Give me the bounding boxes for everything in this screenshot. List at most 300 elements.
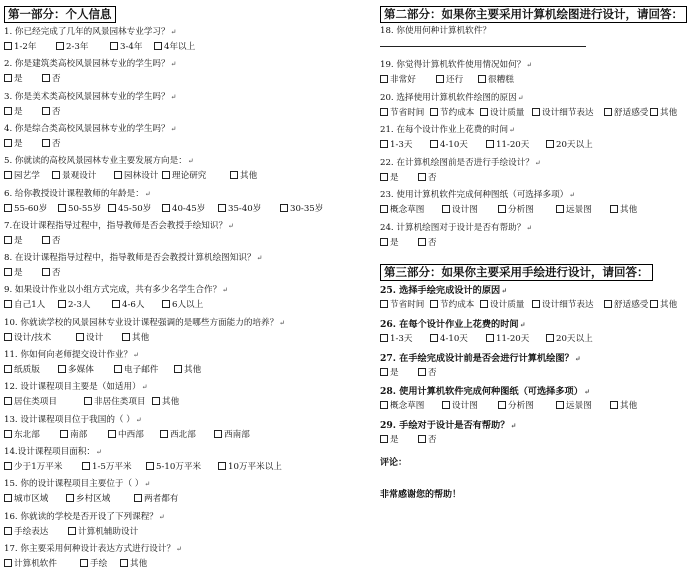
question-text: 13. 设计课程项目位于我国的（ ）↵ <box>4 414 142 425</box>
checkbox-icon[interactable] <box>380 238 388 246</box>
option-checkbox[interactable] <box>418 368 437 379</box>
option-checkbox[interactable] <box>42 236 61 247</box>
return-mark-icon: ↵ <box>133 351 139 359</box>
question-text: 19. 你觉得计算机软件使用情况如何？↵ <box>380 60 533 70</box>
option-checkbox[interactable] <box>380 368 399 379</box>
option-checkbox[interactable] <box>430 108 474 119</box>
return-mark-icon: ↵ <box>519 319 526 329</box>
return-mark-icon: ↵ <box>509 126 515 135</box>
checkbox-icon[interactable] <box>154 42 162 50</box>
checkbox-icon[interactable] <box>556 205 564 213</box>
checkbox-icon[interactable] <box>108 430 116 438</box>
option-checkbox[interactable] <box>650 300 677 311</box>
checkbox-icon[interactable] <box>418 238 426 246</box>
option-label: 50-55岁 <box>68 203 102 214</box>
return-mark-icon: ↵ <box>170 124 177 133</box>
checkbox-icon[interactable] <box>76 333 84 341</box>
option-checkbox[interactable] <box>4 74 23 85</box>
checkbox-icon[interactable] <box>4 74 12 82</box>
option-checkbox[interactable] <box>42 74 61 85</box>
option-checkbox[interactable] <box>114 365 158 376</box>
option-label: 自己1人 <box>14 300 46 311</box>
option-checkbox[interactable] <box>486 140 529 151</box>
checkbox-icon[interactable] <box>532 300 540 308</box>
option-checkbox[interactable] <box>442 205 478 216</box>
option-label: 1-5万平米 <box>92 461 132 472</box>
option-label: 设计图 <box>452 401 478 412</box>
checkbox-icon[interactable] <box>442 401 450 409</box>
option-label: 城市区域 <box>14 494 49 505</box>
option-checkbox[interactable] <box>56 42 88 53</box>
question-text: 16. 你就读的学校是否开设了下列课程？↵ <box>4 511 165 522</box>
option-checkbox[interactable] <box>546 140 593 151</box>
option-checkbox[interactable] <box>214 430 250 441</box>
question-text: 5. 你就读的高校风景园林专业主要发展方向是：↵ <box>4 156 194 167</box>
return-mark-icon: ↵ <box>510 421 517 431</box>
option-checkbox[interactable] <box>174 365 201 376</box>
option-label: 是 <box>390 238 399 248</box>
option-checkbox[interactable] <box>58 365 94 376</box>
option-checkbox[interactable] <box>418 173 437 184</box>
option-checkbox[interactable] <box>230 171 257 182</box>
option-checkbox[interactable] <box>430 140 468 151</box>
option-checkbox[interactable] <box>218 204 261 215</box>
checkbox-icon[interactable] <box>4 462 12 470</box>
option-checkbox[interactable] <box>60 430 87 441</box>
checkbox-icon[interactable] <box>66 494 74 502</box>
checkbox-icon[interactable] <box>58 300 66 308</box>
checkbox-icon[interactable] <box>4 171 12 179</box>
option-label: 其他 <box>240 171 258 182</box>
option-label: 3-4年 <box>120 42 143 52</box>
option-label: 设计/技术 <box>14 332 52 343</box>
checkbox-icon[interactable] <box>120 559 128 567</box>
option-checkbox[interactable] <box>4 527 48 538</box>
option-checkbox[interactable] <box>4 139 23 150</box>
option-checkbox[interactable] <box>418 238 437 249</box>
option-label: 6人以上 <box>172 300 204 311</box>
checkbox-icon[interactable] <box>610 205 618 213</box>
option-checkbox[interactable] <box>430 334 468 345</box>
question-text: 22. 在计算机绘图前是否进行手绘设计？↵ <box>380 157 541 168</box>
option-checkbox[interactable] <box>442 401 478 412</box>
option-checkbox[interactable] <box>380 75 416 86</box>
option-label: 45-50岁 <box>118 203 152 214</box>
checkbox-icon[interactable] <box>380 75 388 83</box>
checkbox-icon[interactable] <box>60 430 68 438</box>
checkbox-icon[interactable] <box>486 334 494 342</box>
option-checkbox[interactable] <box>4 236 23 247</box>
option-label: 舒适感受 <box>614 107 649 118</box>
question-text: 3. 你是美术类高校风景园林专业的学生吗？↵ <box>4 91 177 102</box>
checkbox-icon[interactable] <box>430 140 438 148</box>
checkbox-icon[interactable] <box>498 401 506 409</box>
checkbox-icon[interactable] <box>42 236 50 244</box>
checkbox-icon[interactable] <box>56 42 64 50</box>
checkbox-icon[interactable] <box>4 397 12 405</box>
checkbox-icon[interactable] <box>174 365 182 373</box>
option-checkbox[interactable] <box>604 108 648 119</box>
option-checkbox[interactable] <box>610 401 637 412</box>
option-checkbox[interactable] <box>52 171 96 182</box>
checkbox-icon[interactable] <box>380 108 388 116</box>
return-mark-icon: ↵ <box>135 415 142 424</box>
option-label: 多媒体 <box>68 365 94 375</box>
checkbox-icon[interactable] <box>4 430 12 438</box>
option-label: 很糟糕 <box>488 75 514 85</box>
return-mark-icon: ↵ <box>279 318 286 327</box>
option-checkbox[interactable] <box>604 300 648 311</box>
option-checkbox[interactable] <box>4 268 23 279</box>
checkbox-icon[interactable] <box>430 300 438 308</box>
option-label: 节约成本 <box>440 107 475 118</box>
option-label: 否 <box>428 435 437 446</box>
return-mark-icon: ↵ <box>222 286 229 295</box>
checkbox-icon[interactable] <box>52 171 60 179</box>
checkbox-icon[interactable] <box>4 559 12 567</box>
question-text: 12. 设计课程项目主要是（如适用）↵ <box>4 382 148 393</box>
option-checkbox[interactable] <box>120 559 147 570</box>
checkbox-icon[interactable] <box>380 140 388 148</box>
option-label: 节约成本 <box>440 300 475 310</box>
option-checkbox[interactable] <box>4 559 57 570</box>
option-checkbox[interactable] <box>42 139 61 150</box>
option-label: 30-35岁 <box>290 203 324 214</box>
checkbox-icon[interactable] <box>280 204 288 212</box>
checkbox-icon[interactable] <box>418 173 426 181</box>
checkbox-icon[interactable] <box>58 365 66 373</box>
checkbox-icon[interactable] <box>486 140 494 148</box>
option-label: 南部 <box>70 429 88 440</box>
option-label: 是 <box>14 235 23 246</box>
checkbox-icon[interactable] <box>610 401 618 409</box>
return-mark-icon: ↵ <box>583 387 590 397</box>
checkbox-icon[interactable] <box>58 204 66 212</box>
option-label: 电子邮件 <box>124 365 159 375</box>
checkbox-icon[interactable] <box>110 42 118 50</box>
return-mark-icon: ↵ <box>526 61 533 69</box>
option-checkbox[interactable] <box>4 171 40 182</box>
checkbox-icon[interactable] <box>4 139 12 147</box>
checkbox-icon[interactable] <box>430 108 438 116</box>
option-checkbox[interactable] <box>532 108 594 119</box>
checkbox-icon[interactable] <box>4 204 12 212</box>
option-checkbox[interactable] <box>610 205 637 216</box>
checkbox-icon[interactable] <box>114 365 122 373</box>
checkbox-icon[interactable] <box>498 205 506 213</box>
option-checkbox[interactable] <box>112 300 144 311</box>
return-mark-icon: ↵ <box>158 512 165 521</box>
checkbox-icon[interactable] <box>418 368 426 376</box>
option-checkbox[interactable] <box>532 300 594 311</box>
option-checkbox[interactable] <box>380 205 424 216</box>
option-checkbox[interactable] <box>380 435 399 446</box>
option-label: 否 <box>52 74 61 85</box>
checkbox-icon[interactable] <box>42 268 50 276</box>
part-two-title: 第二部分：如果你主要采用计算机绘图进行设计，请回答： <box>380 6 687 23</box>
option-checkbox[interactable] <box>380 108 424 119</box>
option-checkbox[interactable] <box>280 204 323 215</box>
option-label: 节省时间 <box>390 300 425 310</box>
option-checkbox[interactable] <box>478 75 514 86</box>
checkbox-icon[interactable] <box>114 171 122 179</box>
checkbox-icon[interactable] <box>604 300 612 308</box>
checkbox-icon[interactable] <box>112 300 120 308</box>
option-checkbox[interactable] <box>110 42 142 53</box>
option-checkbox[interactable] <box>154 42 195 53</box>
option-label: 西北部 <box>170 429 196 440</box>
return-mark-icon: ↵ <box>228 221 234 230</box>
option-checkbox[interactable] <box>76 333 103 344</box>
option-label: 是 <box>390 172 399 183</box>
option-checkbox[interactable] <box>80 559 107 570</box>
checkbox-icon[interactable] <box>162 171 170 179</box>
option-checkbox[interactable] <box>146 462 201 473</box>
option-checkbox[interactable] <box>418 435 437 446</box>
option-checkbox[interactable] <box>4 204 47 215</box>
comment-label: 评论： <box>380 458 408 468</box>
return-mark-icon: ↵ <box>144 189 151 198</box>
option-checkbox[interactable] <box>486 334 529 345</box>
option-checkbox[interactable] <box>68 527 138 538</box>
question-text: 27. 在手绘完成设计前是否会进行计算机绘图？↵ <box>380 352 581 364</box>
checkbox-icon[interactable] <box>42 139 50 147</box>
option-checkbox[interactable] <box>556 205 592 216</box>
option-checkbox[interactable] <box>436 75 463 86</box>
checkbox-icon[interactable] <box>80 559 88 567</box>
checkbox-icon[interactable] <box>478 75 486 83</box>
option-checkbox[interactable] <box>58 300 90 311</box>
option-label: 否 <box>52 106 61 117</box>
thanks-text: 非常感谢您的帮助！ <box>380 490 462 500</box>
option-checkbox[interactable] <box>162 300 203 311</box>
option-checkbox[interactable] <box>108 204 151 215</box>
question-text: 26. 在每个设计作业上花费的时间↵ <box>380 318 526 330</box>
option-label: 纸质版 <box>14 365 40 375</box>
return-mark-icon: ↵ <box>170 28 177 36</box>
option-checkbox[interactable] <box>152 397 179 408</box>
option-checkbox[interactable] <box>430 300 474 311</box>
checkbox-icon[interactable] <box>4 236 12 244</box>
checkbox-icon[interactable] <box>546 334 554 342</box>
checkbox-icon[interactable] <box>650 300 658 308</box>
option-checkbox[interactable] <box>556 401 592 412</box>
checkbox-icon[interactable] <box>122 333 130 341</box>
checkbox-icon[interactable] <box>160 430 168 438</box>
option-checkbox[interactable] <box>4 397 57 408</box>
option-label: 设计 <box>86 332 104 343</box>
checkbox-icon[interactable] <box>380 205 388 213</box>
option-label: 舒适感受 <box>614 300 649 310</box>
option-checkbox[interactable] <box>66 494 110 505</box>
return-mark-icon: ↵ <box>144 480 151 489</box>
option-label: 是 <box>14 268 23 279</box>
checkbox-icon[interactable] <box>380 368 388 376</box>
question-text: 10. 你就读学校的风景园林专业设计课程强调的是哪些方面能力的培养？↵ <box>4 317 286 328</box>
question-text: 21. 在每个设计作业上花费的时间↵ <box>380 125 515 136</box>
option-checkbox[interactable] <box>498 205 534 216</box>
option-checkbox[interactable] <box>480 300 524 311</box>
option-label: 居住类项目 <box>14 397 57 408</box>
checkbox-icon[interactable] <box>162 204 170 212</box>
option-label: 其他 <box>620 401 638 412</box>
option-label: 远景图 <box>566 401 592 412</box>
checkbox-icon[interactable] <box>82 462 90 470</box>
checkbox-icon[interactable] <box>556 401 564 409</box>
option-checkbox[interactable] <box>650 108 677 119</box>
option-label: 设计细节表达 <box>542 107 594 118</box>
option-checkbox[interactable] <box>42 268 61 279</box>
option-checkbox[interactable] <box>4 42 36 53</box>
answer-line-18[interactable] <box>380 46 586 47</box>
return-mark-icon: ↵ <box>170 92 177 101</box>
question-text: 29. 手绘对于设计是否有帮助？↵ <box>380 420 517 432</box>
checkbox-icon[interactable] <box>480 108 488 116</box>
option-label: 节省时间 <box>390 107 425 118</box>
checkbox-icon[interactable] <box>230 171 238 179</box>
checkbox-icon[interactable] <box>380 435 388 443</box>
option-label: 1-2年 <box>14 42 37 52</box>
return-mark-icon: ↵ <box>501 286 508 295</box>
checkbox-icon[interactable] <box>380 401 388 409</box>
return-mark-icon: ↵ <box>96 447 102 456</box>
option-checkbox[interactable] <box>114 171 158 182</box>
checkbox-icon[interactable] <box>214 430 222 438</box>
checkbox-icon[interactable] <box>4 365 12 373</box>
checkbox-icon[interactable] <box>380 334 388 342</box>
option-checkbox[interactable] <box>84 397 146 408</box>
checkbox-icon[interactable] <box>650 108 658 116</box>
checkbox-icon[interactable] <box>380 300 388 308</box>
option-label: 理论研究 <box>172 171 207 182</box>
option-checkbox[interactable] <box>4 462 62 473</box>
checkbox-icon[interactable] <box>430 334 438 342</box>
question-text: 15. 你的设计课程项目主要位于（ ）↵ <box>4 479 151 490</box>
checkbox-icon[interactable] <box>480 300 488 308</box>
option-checkbox[interactable] <box>134 494 178 505</box>
option-checkbox[interactable] <box>4 365 40 376</box>
option-label: 手绘表达 <box>14 526 49 537</box>
question-text: 4. 你是综合类高校风景园林专业的学生吗？↵ <box>4 123 177 134</box>
option-checkbox[interactable] <box>4 333 51 344</box>
option-label: 概念草图 <box>390 205 425 216</box>
option-label: 40-45岁 <box>172 203 206 214</box>
checkbox-icon[interactable] <box>4 268 12 276</box>
option-label: 计算机辅助设计 <box>78 526 139 537</box>
option-label: 是 <box>14 106 23 117</box>
checkbox-icon[interactable] <box>68 527 76 535</box>
option-checkbox[interactable] <box>58 204 101 215</box>
question-text: 23. 使用计算机软件完成何种图纸（可选择多项）↵ <box>380 190 576 201</box>
question-text: 8. 在设计课程指导过程中，指导教师是否会教授计算机绘图知识？↵ <box>4 253 263 264</box>
checkbox-icon[interactable] <box>4 527 12 535</box>
option-checkbox[interactable] <box>42 107 61 118</box>
option-label: 1-3天 <box>390 333 413 344</box>
checkbox-icon[interactable] <box>442 205 450 213</box>
checkbox-icon[interactable] <box>4 300 12 308</box>
option-checkbox[interactable] <box>162 171 206 182</box>
option-label: 设计细节表达 <box>542 300 594 310</box>
option-checkbox[interactable] <box>380 334 412 345</box>
checkbox-icon[interactable] <box>418 435 426 443</box>
option-checkbox[interactable] <box>162 204 205 215</box>
option-label: 20天以上 <box>556 333 593 344</box>
question-text: 14.设计课程项目面积：↵ <box>4 446 102 457</box>
checkbox-icon[interactable] <box>146 462 154 470</box>
option-label: 5-10万平米 <box>156 461 202 472</box>
option-label: 设计图 <box>452 205 478 216</box>
option-checkbox[interactable] <box>380 401 424 412</box>
option-checkbox[interactable] <box>160 430 196 441</box>
checkbox-icon[interactable] <box>436 75 444 83</box>
return-mark-icon: ↵ <box>170 60 177 69</box>
option-checkbox[interactable] <box>380 300 424 311</box>
option-checkbox[interactable] <box>380 173 399 184</box>
option-checkbox[interactable] <box>4 430 40 441</box>
option-label: 其他 <box>130 558 148 569</box>
option-checkbox[interactable] <box>82 462 132 473</box>
option-checkbox[interactable] <box>4 494 48 505</box>
return-mark-icon: ↵ <box>517 93 524 102</box>
checkbox-icon[interactable] <box>42 107 50 115</box>
option-checkbox[interactable] <box>498 401 534 412</box>
return-mark-icon: ↵ <box>574 353 581 363</box>
checkbox-icon[interactable] <box>546 140 554 148</box>
return-mark-icon: ↵ <box>534 158 541 167</box>
option-checkbox[interactable] <box>108 430 144 441</box>
option-label: 否 <box>428 238 437 248</box>
option-checkbox[interactable] <box>4 300 45 311</box>
checkbox-icon[interactable] <box>84 397 92 405</box>
checkbox-icon[interactable] <box>152 397 160 405</box>
checkbox-icon[interactable] <box>4 107 12 115</box>
checkbox-icon[interactable] <box>4 333 12 341</box>
option-label: 其他 <box>660 107 678 118</box>
option-label: 园林设计 <box>124 171 159 182</box>
question-text: 6. 给你教授设计课程教师的年龄是：↵ <box>4 188 151 199</box>
checkbox-icon[interactable] <box>134 494 142 502</box>
option-checkbox[interactable] <box>380 238 399 249</box>
option-label: 否 <box>52 268 61 279</box>
checkbox-icon[interactable] <box>4 494 12 502</box>
checkbox-icon[interactable] <box>42 74 50 82</box>
option-checkbox[interactable] <box>4 107 23 118</box>
option-checkbox[interactable] <box>546 334 593 345</box>
option-checkbox[interactable] <box>218 462 282 473</box>
checkbox-icon[interactable] <box>218 462 226 470</box>
option-label: 乡村区域 <box>76 494 111 505</box>
option-label: 手绘 <box>90 558 108 569</box>
option-checkbox[interactable] <box>380 140 412 151</box>
checkbox-icon[interactable] <box>604 108 612 116</box>
option-label: 景观设计 <box>62 171 97 182</box>
checkbox-icon[interactable] <box>162 300 170 308</box>
option-checkbox[interactable] <box>122 333 149 344</box>
question-text: 9. 如果设计作业以小组方式完成，共有多少名学生合作？↵ <box>4 285 229 296</box>
option-label: 设计质量 <box>490 300 525 310</box>
option-label: 分析图 <box>508 205 534 216</box>
option-label: 少于1万平米 <box>14 461 63 472</box>
option-label: 概念草图 <box>390 401 425 412</box>
checkbox-icon[interactable] <box>532 108 540 116</box>
option-label: 4-10天 <box>440 140 468 151</box>
checkbox-icon[interactable] <box>4 42 12 50</box>
part-three-title: 第三部分：如果你主要采用手绘进行设计，请回答： <box>380 264 653 281</box>
checkbox-icon[interactable] <box>108 204 116 212</box>
option-checkbox[interactable] <box>480 108 524 119</box>
checkbox-icon[interactable] <box>218 204 226 212</box>
checkbox-icon[interactable] <box>380 173 388 181</box>
